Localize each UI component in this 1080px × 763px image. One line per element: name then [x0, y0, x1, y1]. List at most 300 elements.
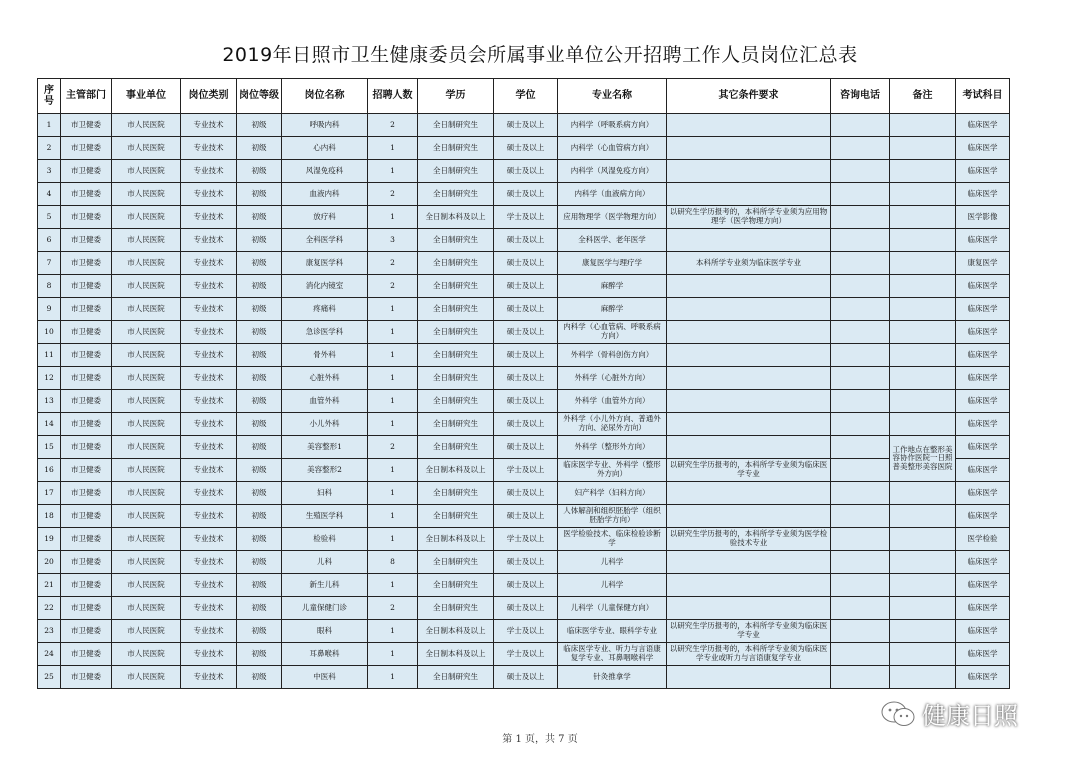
table-cell: 市卫健委 — [61, 574, 112, 597]
table-cell: 专业技术 — [181, 666, 237, 689]
table-cell: 全科医学科 — [282, 229, 368, 252]
table-cell: 临床医学 — [956, 298, 1010, 321]
table-cell: 生殖医学科 — [282, 505, 368, 528]
table-cell: 全日制研究生 — [418, 344, 494, 367]
table-cell: 全日制研究生 — [418, 160, 494, 183]
table-row — [38, 367, 1010, 390]
table-cell — [831, 114, 890, 137]
table-row — [38, 551, 1010, 574]
table-cell: 学士及以上 — [494, 459, 558, 482]
table-row — [38, 666, 1010, 689]
table-cell: 临床医学 — [956, 367, 1010, 390]
table-row — [38, 114, 1010, 137]
column-header: 序号 — [38, 79, 61, 114]
table-cell: 专业技术 — [181, 643, 237, 666]
table-cell — [890, 137, 956, 160]
table-cell: 市人民医院 — [112, 344, 181, 367]
table-cell: 1 — [368, 620, 418, 643]
table-row — [38, 183, 1010, 206]
table-cell: 耳鼻喉科 — [282, 643, 368, 666]
column-header: 岗位名称 — [282, 79, 368, 114]
table-cell: 市人民医院 — [112, 206, 181, 229]
table-cell — [831, 551, 890, 574]
table-cell: 1 — [368, 367, 418, 390]
table-cell: 市卫健委 — [61, 459, 112, 482]
table-cell: 硕士及以上 — [494, 160, 558, 183]
table-cell: 全日制研究生 — [418, 390, 494, 413]
table-cell: 疼痛科 — [282, 298, 368, 321]
table-cell — [831, 620, 890, 643]
table-cell: 市卫健委 — [61, 275, 112, 298]
table-cell — [831, 505, 890, 528]
table-cell — [890, 275, 956, 298]
table-cell — [890, 367, 956, 390]
table-cell: 内科学（风湿免疫方向） — [558, 160, 667, 183]
table-cell: 儿科 — [282, 551, 368, 574]
table-cell — [667, 298, 831, 321]
table-cell — [890, 413, 956, 436]
table-cell: 临床医学 — [956, 597, 1010, 620]
table-cell: 全日制研究生 — [418, 436, 494, 459]
table-cell: 市卫健委 — [61, 643, 112, 666]
table-cell: 全日制研究生 — [418, 574, 494, 597]
table-cell: 儿科学（儿童保健方向） — [558, 597, 667, 620]
page-footer: 第 1 页，共 7 页 — [502, 734, 578, 745]
table-cell: 全日制本科及以上 — [418, 459, 494, 482]
table-cell: 24 — [38, 643, 61, 666]
table-cell: 临床医学专业、眼科学专业 — [558, 620, 667, 643]
column-header: 事业单位 — [112, 79, 181, 114]
table-cell: 急诊医学科 — [282, 321, 368, 344]
table-cell: 市卫健委 — [61, 413, 112, 436]
table-row — [38, 252, 1010, 275]
table-cell — [831, 321, 890, 344]
table-cell: 1 — [368, 390, 418, 413]
table-cell: 临床医学 — [956, 114, 1010, 137]
table-cell: 初级 — [237, 597, 282, 620]
column-header: 其它条件要求 — [667, 79, 831, 114]
table-cell: 14 — [38, 413, 61, 436]
table-cell: 硕士及以上 — [494, 321, 558, 344]
table-cell: 市人民医院 — [112, 252, 181, 275]
table-cell — [890, 252, 956, 275]
table-cell: 市卫健委 — [61, 344, 112, 367]
table-cell: 麻醉学 — [558, 275, 667, 298]
note-cell: 工作地点在整形美容协作医院一日照普美整形美容医院 — [890, 436, 956, 482]
table-cell: 临床医学 — [956, 390, 1010, 413]
table-cell — [831, 298, 890, 321]
table-cell — [831, 666, 890, 689]
table-cell: 市人民医院 — [112, 505, 181, 528]
table-cell: 临床医学 — [956, 551, 1010, 574]
table-cell: 2 — [368, 436, 418, 459]
table-cell: 市人民医院 — [112, 321, 181, 344]
table-cell — [667, 597, 831, 620]
table-cell: 1 — [368, 574, 418, 597]
table-cell: 8 — [38, 275, 61, 298]
table-cell: 全日制研究生 — [418, 551, 494, 574]
table-cell — [831, 229, 890, 252]
table-cell: 硕士及以上 — [494, 551, 558, 574]
table-cell — [831, 482, 890, 505]
table-cell — [831, 344, 890, 367]
table-row — [38, 206, 1010, 229]
table-cell: 19 — [38, 528, 61, 551]
table-cell — [831, 390, 890, 413]
table-cell: 初级 — [237, 344, 282, 367]
recruitment-table — [37, 78, 1010, 689]
watermark — [880, 696, 1018, 731]
table-cell: 市人民医院 — [112, 551, 181, 574]
table-cell — [831, 367, 890, 390]
table-cell — [890, 528, 956, 551]
table-cell: 9 — [38, 298, 61, 321]
table-cell: 心脏外科 — [282, 367, 368, 390]
table-cell: 临床医学 — [956, 275, 1010, 298]
table-cell — [667, 160, 831, 183]
column-header: 岗位类别 — [181, 79, 237, 114]
table-cell: 初级 — [237, 551, 282, 574]
table-cell — [831, 436, 890, 459]
table-cell: 儿科学 — [558, 574, 667, 597]
table-cell: 外科学（小儿外方向、普通外方向、泌尿外方向） — [558, 413, 667, 436]
table-cell: 市卫健委 — [61, 597, 112, 620]
table-cell: 临床医学 — [956, 574, 1010, 597]
table-cell: 市卫健委 — [61, 390, 112, 413]
table-cell: 临床医学专业、听力与言语康复学专业、耳鼻咽喉科学 — [558, 643, 667, 666]
table-cell — [890, 482, 956, 505]
table-cell: 6 — [38, 229, 61, 252]
column-header: 备注 — [890, 79, 956, 114]
table-row — [38, 275, 1010, 298]
table-cell: 骨外科 — [282, 344, 368, 367]
table-cell: 硕士及以上 — [494, 344, 558, 367]
table-cell: 20 — [38, 551, 61, 574]
table-cell: 市人民医院 — [112, 114, 181, 137]
table-cell: 全日制研究生 — [418, 183, 494, 206]
table-cell: 康复医学科 — [282, 252, 368, 275]
table-cell: 7 — [38, 252, 61, 275]
table-cell: 8 — [368, 551, 418, 574]
table-cell — [831, 183, 890, 206]
table-cell: 18 — [38, 505, 61, 528]
table-cell — [890, 620, 956, 643]
table-cell: 专业技术 — [181, 114, 237, 137]
table-cell: 专业技术 — [181, 459, 237, 482]
table-cell: 专业技术 — [181, 206, 237, 229]
table-cell: 全日制研究生 — [418, 597, 494, 620]
table-cell: 全日制研究生 — [418, 275, 494, 298]
table-cell: 1 — [368, 413, 418, 436]
table-cell: 专业技术 — [181, 505, 237, 528]
table-cell — [831, 597, 890, 620]
table-cell — [890, 666, 956, 689]
column-header: 学历 — [418, 79, 494, 114]
table-cell: 医学检验 — [956, 528, 1010, 551]
table-cell: 专业技术 — [181, 367, 237, 390]
table-cell: 临床医学专业、外科学（整形外方向） — [558, 459, 667, 482]
table-cell: 市人民医院 — [112, 275, 181, 298]
table-cell: 15 — [38, 436, 61, 459]
table-cell: 硕士及以上 — [494, 574, 558, 597]
table-cell: 硕士及以上 — [494, 367, 558, 390]
table-cell: 12 — [38, 367, 61, 390]
table-cell: 硕士及以上 — [494, 298, 558, 321]
table-cell — [667, 183, 831, 206]
table-cell: 1 — [368, 666, 418, 689]
table-cell: 外科学（整形外方向） — [558, 436, 667, 459]
table-cell: 11 — [38, 344, 61, 367]
table-cell: 小儿外科 — [282, 413, 368, 436]
table-row — [38, 137, 1010, 160]
column-header: 主管部门 — [61, 79, 112, 114]
table-cell: 硕士及以上 — [494, 413, 558, 436]
table-cell: 初级 — [237, 275, 282, 298]
table-cell: 专业技术 — [181, 574, 237, 597]
table-cell: 市人民医院 — [112, 528, 181, 551]
table-cell: 外科学（心脏外方向） — [558, 367, 667, 390]
table-cell: 专业技术 — [181, 528, 237, 551]
table-cell — [890, 643, 956, 666]
table-cell: 专业技术 — [181, 275, 237, 298]
table-cell: 16 — [38, 459, 61, 482]
table-cell: 妇产科学（妇科方向） — [558, 482, 667, 505]
table-cell: 全日制研究生 — [418, 505, 494, 528]
table-cell: 专业技术 — [181, 413, 237, 436]
table-cell: 妇科 — [282, 482, 368, 505]
table-cell: 硕士及以上 — [494, 436, 558, 459]
table-cell: 2 — [368, 252, 418, 275]
table-cell: 初级 — [237, 505, 282, 528]
table-cell: 血液内科 — [282, 183, 368, 206]
table-cell: 市人民医院 — [112, 229, 181, 252]
table-cell: 初级 — [237, 252, 282, 275]
table-cell: 新生儿科 — [282, 574, 368, 597]
table-cell: 美容整形2 — [282, 459, 368, 482]
table-cell: 儿科学 — [558, 551, 667, 574]
table-cell: 硕士及以上 — [494, 505, 558, 528]
table-cell: 初级 — [237, 643, 282, 666]
table-cell: 以研究生学历报考的，本科所学专业须为应用物理学（医学物理方向） — [667, 206, 831, 229]
table-cell: 2 — [368, 597, 418, 620]
table-row — [38, 229, 1010, 252]
table-cell: 市卫健委 — [61, 367, 112, 390]
table-cell: 全日制研究生 — [418, 482, 494, 505]
table-row — [38, 344, 1010, 367]
table-cell: 市人民医院 — [112, 643, 181, 666]
table-cell: 眼科 — [282, 620, 368, 643]
table-cell: 外科学（血管外方向） — [558, 390, 667, 413]
table-row — [38, 298, 1010, 321]
table-cell: 放疗科 — [282, 206, 368, 229]
table-cell: 市人民医院 — [112, 574, 181, 597]
table-cell: 硕士及以上 — [494, 229, 558, 252]
table-cell: 内科学（呼吸系病方向） — [558, 114, 667, 137]
table-row — [38, 574, 1010, 597]
table-cell: 临床医学 — [956, 459, 1010, 482]
table-cell — [890, 114, 956, 137]
table-cell: 儿童保健门诊 — [282, 597, 368, 620]
table-cell: 专业技术 — [181, 551, 237, 574]
table-cell: 初级 — [237, 666, 282, 689]
table-cell — [890, 298, 956, 321]
table-cell: 初级 — [237, 620, 282, 643]
table-cell: 市人民医院 — [112, 459, 181, 482]
table-row — [38, 620, 1010, 643]
table-cell: 市人民医院 — [112, 183, 181, 206]
table-cell: 市人民医院 — [112, 367, 181, 390]
table-cell: 市卫健委 — [61, 137, 112, 160]
table-cell: 23 — [38, 620, 61, 643]
table-cell: 3 — [368, 229, 418, 252]
table-cell: 专业技术 — [181, 321, 237, 344]
table-cell: 初级 — [237, 183, 282, 206]
table-cell: 1 — [368, 643, 418, 666]
table-cell: 市人民医院 — [112, 413, 181, 436]
table-cell: 全日制本科及以上 — [418, 620, 494, 643]
table-cell: 1 — [368, 137, 418, 160]
table-cell — [890, 321, 956, 344]
table-cell: 市卫健委 — [61, 114, 112, 137]
table-cell: 初级 — [237, 229, 282, 252]
table-row — [38, 528, 1010, 551]
table-cell: 初级 — [237, 298, 282, 321]
table-cell — [831, 413, 890, 436]
table-cell: 康复医学与理疗学 — [558, 252, 667, 275]
table-cell: 1 — [368, 528, 418, 551]
table-cell: 专业技术 — [181, 344, 237, 367]
table-cell — [831, 252, 890, 275]
table-cell: 应用物理学（医学物理方向） — [558, 206, 667, 229]
table-cell: 初级 — [237, 413, 282, 436]
watermark-text: 健康日照 — [922, 702, 1018, 730]
table-cell: 初级 — [237, 390, 282, 413]
table-cell: 全科医学、老年医学 — [558, 229, 667, 252]
table-cell: 市卫健委 — [61, 298, 112, 321]
table-cell: 初级 — [237, 436, 282, 459]
table-cell — [890, 183, 956, 206]
table-cell: 学士及以上 — [494, 206, 558, 229]
table-cell: 临床医学 — [956, 321, 1010, 344]
table-cell — [890, 574, 956, 597]
table-cell — [890, 344, 956, 367]
table-cell: 5 — [38, 206, 61, 229]
table-row — [38, 321, 1010, 344]
table-cell: 硕士及以上 — [494, 252, 558, 275]
table-cell: 医学检验技术、临床检验诊断学 — [558, 528, 667, 551]
table-cell: 人体解剖和组织胚胎学（组织胚胎学方向） — [558, 505, 667, 528]
table-cell — [831, 275, 890, 298]
table-cell: 血管外科 — [282, 390, 368, 413]
table-cell: 1 — [368, 321, 418, 344]
table-cell — [667, 114, 831, 137]
table-cell: 市卫健委 — [61, 528, 112, 551]
table-cell — [831, 643, 890, 666]
table-cell: 临床医学 — [956, 643, 1010, 666]
table-cell — [667, 275, 831, 298]
table-cell: 医学影像 — [956, 206, 1010, 229]
table-cell: 临床医学 — [956, 344, 1010, 367]
table-cell: 硕士及以上 — [494, 137, 558, 160]
column-header: 招聘人数 — [368, 79, 418, 114]
table-cell: 全日制研究生 — [418, 413, 494, 436]
table-cell: 13 — [38, 390, 61, 413]
table-cell: 1 — [38, 114, 61, 137]
table-cell: 市人民医院 — [112, 436, 181, 459]
table-cell: 全日制研究生 — [418, 666, 494, 689]
table-cell: 初级 — [237, 160, 282, 183]
table-row — [38, 597, 1010, 620]
table-cell: 市卫健委 — [61, 321, 112, 344]
table-cell — [831, 459, 890, 482]
table-cell — [890, 505, 956, 528]
table-cell: 临床医学 — [956, 666, 1010, 689]
table-cell: 2 — [38, 137, 61, 160]
table-cell: 2 — [368, 183, 418, 206]
table-row — [38, 643, 1010, 666]
table-cell: 硕士及以上 — [494, 114, 558, 137]
table-cell: 初级 — [237, 459, 282, 482]
table-cell: 康复医学 — [956, 252, 1010, 275]
table-cell: 市卫健委 — [61, 551, 112, 574]
table-cell: 以研究生学历报考的，本科所学专业须为临床医学专业 — [667, 459, 831, 482]
table-cell — [667, 574, 831, 597]
table-cell: 心内科 — [282, 137, 368, 160]
table-cell: 市卫健委 — [61, 206, 112, 229]
table-cell: 全日制研究生 — [418, 137, 494, 160]
table-cell: 市卫健委 — [61, 436, 112, 459]
table-cell: 初级 — [237, 137, 282, 160]
table-cell: 市人民医院 — [112, 482, 181, 505]
table-cell: 内科学（心血管病方向） — [558, 137, 667, 160]
table-cell: 中医科 — [282, 666, 368, 689]
table-cell — [831, 574, 890, 597]
table-cell — [667, 482, 831, 505]
table-cell: 初级 — [237, 367, 282, 390]
table-cell: 硕士及以上 — [494, 390, 558, 413]
column-header: 考试科目 — [956, 79, 1010, 114]
table-cell: 临床医学 — [956, 436, 1010, 459]
table-cell: 25 — [38, 666, 61, 689]
table-row — [38, 505, 1010, 528]
table-cell: 22 — [38, 597, 61, 620]
table-cell — [890, 229, 956, 252]
table-cell: 17 — [38, 482, 61, 505]
column-header: 岗位等级 — [237, 79, 282, 114]
table-cell: 2 — [368, 275, 418, 298]
table-cell: 全日制研究生 — [418, 229, 494, 252]
table-cell: 市人民医院 — [112, 298, 181, 321]
column-header: 咨询电话 — [831, 79, 890, 114]
table-row — [38, 390, 1010, 413]
table-cell: 临床医学 — [956, 137, 1010, 160]
table-row — [38, 160, 1010, 183]
table-cell — [890, 551, 956, 574]
table-cell: 市人民医院 — [112, 666, 181, 689]
table-cell: 21 — [38, 574, 61, 597]
table-cell — [667, 344, 831, 367]
table-cell: 市人民医院 — [112, 160, 181, 183]
table-cell: 市卫健委 — [61, 183, 112, 206]
table-cell: 美容整形1 — [282, 436, 368, 459]
table-cell: 全日制研究生 — [418, 298, 494, 321]
table-cell: 专业技术 — [181, 436, 237, 459]
column-header: 专业名称 — [558, 79, 667, 114]
table-row — [38, 482, 1010, 505]
table-cell: 硕士及以上 — [494, 183, 558, 206]
table-cell: 呼吸内科 — [282, 114, 368, 137]
table-cell: 1 — [368, 505, 418, 528]
